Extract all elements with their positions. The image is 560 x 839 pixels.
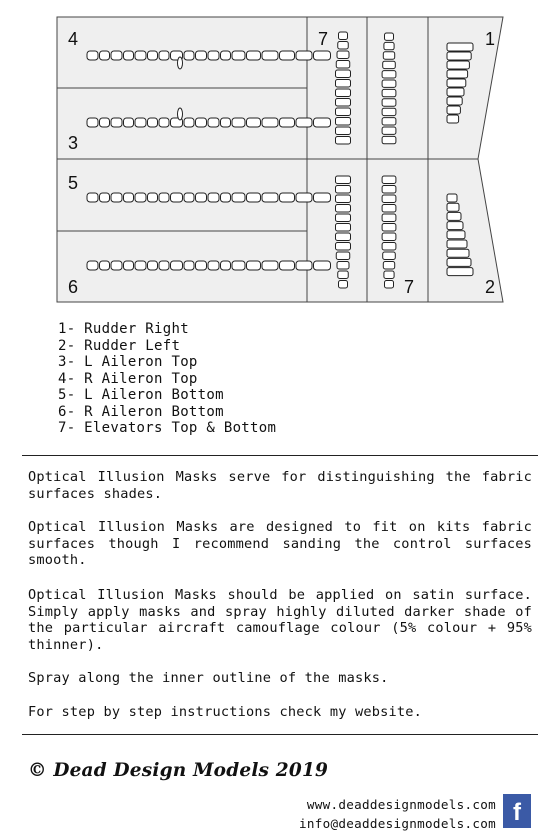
rudder-2-mask xyxy=(447,258,471,266)
aileron-5-mask xyxy=(100,193,110,202)
aileron-3-mask xyxy=(124,118,134,127)
legend-item: 7- Elevators Top & Bottom xyxy=(58,420,277,436)
elevator-top-left-mask xyxy=(336,118,351,126)
aileron-4-mask xyxy=(111,51,122,60)
elevator-bottom-right-mask xyxy=(382,224,396,232)
rudder-1-mask xyxy=(447,61,469,69)
mask-panels xyxy=(57,17,503,302)
aileron-5-mask xyxy=(111,193,122,202)
email-link[interactable]: info@deaddesignmodels.com xyxy=(298,816,496,831)
elevator-bottom-right-mask xyxy=(382,186,396,194)
aileron-6-mask xyxy=(124,261,134,270)
aileron-4-mask xyxy=(87,51,98,60)
rudder-1-mask xyxy=(447,106,460,114)
elevator-bottom-left-mask xyxy=(336,205,351,213)
aileron-5-mask xyxy=(208,193,219,202)
aileron-6-mask xyxy=(280,261,295,270)
elevator-top-right-mask xyxy=(382,89,396,96)
website-hint-paragraph: For step by step instructions check my website. xyxy=(28,704,423,720)
aileron-3-mask xyxy=(208,118,219,127)
aileron-4-mask xyxy=(296,51,312,60)
rudder-1-mask xyxy=(447,115,459,123)
elevator-top-right-mask xyxy=(385,33,394,40)
elevator-bottom-left-mask xyxy=(337,262,349,270)
aileron-4-mask xyxy=(221,51,231,60)
rudder-1-mask xyxy=(447,88,464,96)
legend-list xyxy=(58,321,276,437)
aileron-4-mask xyxy=(148,51,158,60)
rudder-2-mask xyxy=(447,222,463,230)
elevator-top-left-mask xyxy=(337,51,349,59)
elevator-top-left-mask xyxy=(336,89,351,97)
aileron-6-mask xyxy=(221,261,231,270)
aileron-4-mask xyxy=(232,51,245,60)
aileron-3-mask xyxy=(221,118,231,127)
legend-item: 2- Rudder Left xyxy=(58,337,181,354)
elevator-top-left-mask xyxy=(336,108,351,116)
elevator-top-right-mask xyxy=(382,118,396,125)
panel-number-label: 2 xyxy=(485,277,496,297)
legend-item: 5- L Aileron Bottom xyxy=(58,387,224,403)
elevator-bottom-right-mask xyxy=(384,271,394,279)
aileron-6-mask xyxy=(159,261,169,270)
aileron-5-mask xyxy=(159,193,169,202)
aileron-5-mask xyxy=(135,193,146,202)
aileron-3-mask xyxy=(232,118,245,127)
aileron-5-mask xyxy=(171,193,183,202)
elevator-top-left-mask xyxy=(338,42,349,50)
elevator-bottom-left-mask xyxy=(336,233,351,241)
rudder-2-mask xyxy=(447,203,459,211)
rudder-1-mask xyxy=(447,79,466,87)
elevator-top-right-mask xyxy=(382,127,396,134)
elevator-bottom-right-mask xyxy=(382,205,396,213)
copyright-signature: © Dead Design Models 2019 xyxy=(28,760,329,781)
aileron-5-mask xyxy=(184,193,194,202)
aileron-6-mask xyxy=(247,261,261,270)
aileron-6-mask xyxy=(87,261,98,270)
rudder-2-mask xyxy=(447,194,457,202)
aileron-5-mask xyxy=(221,193,231,202)
panel-number-label: 7 xyxy=(318,29,329,49)
aileron-3-mask xyxy=(87,118,98,127)
aileron-3-mask xyxy=(247,118,261,127)
elevator-bottom-right-mask xyxy=(382,243,396,251)
aileron-5-mask xyxy=(247,193,261,202)
elevator-bottom-left-mask xyxy=(336,176,351,184)
rudder-2-mask xyxy=(447,249,469,257)
elevator-top-left-mask xyxy=(336,127,351,135)
aileron-6-mask xyxy=(196,261,207,270)
elevator-bottom-left-mask xyxy=(336,186,351,194)
aileron-4-mask xyxy=(208,51,219,60)
aileron-6-mask xyxy=(100,261,110,270)
elevator-top-left-mask xyxy=(336,137,351,145)
elevator-top-right-mask xyxy=(383,52,394,59)
aileron-3-mask xyxy=(314,118,331,127)
aileron-3-mask xyxy=(148,118,158,127)
rudder-1-mask xyxy=(447,52,471,60)
aileron-6-mask xyxy=(171,261,183,270)
panel-number-label: 7 xyxy=(404,277,415,297)
aileron-3-tab xyxy=(178,108,183,120)
elevator-bottom-left-mask xyxy=(336,224,351,232)
elevator-top-left-mask xyxy=(336,99,351,107)
aileron-6-mask xyxy=(135,261,146,270)
website-link[interactable]: www.deaddesignmodels.com xyxy=(306,797,496,812)
aileron-3-mask xyxy=(280,118,295,127)
aileron-4-tab xyxy=(178,57,183,69)
aileron-5-mask xyxy=(262,193,278,202)
aileron-6-mask xyxy=(148,261,158,270)
legend-item: 4- R Aileron Top xyxy=(58,370,198,387)
aileron-6-mask xyxy=(232,261,245,270)
aileron-4-mask xyxy=(100,51,110,60)
elevator-top-right-mask xyxy=(382,136,396,143)
elevator-bottom-right-mask xyxy=(382,233,396,241)
elevator-bottom-right-mask xyxy=(382,176,396,184)
aileron-5-mask xyxy=(196,193,207,202)
aileron-5-mask xyxy=(124,193,134,202)
panel-number-label: 3 xyxy=(68,133,79,153)
aileron-5-mask xyxy=(232,193,245,202)
fit-paragraph: Optical Illusion Masks are designed to fit on kits fabric surfaces though I recommend sanding the control surfaces smooth. xyxy=(28,519,532,568)
elevator-bottom-left-mask xyxy=(336,243,351,251)
aileron-4-mask xyxy=(135,51,146,60)
aileron-3-mask xyxy=(135,118,146,127)
aileron-6-mask xyxy=(111,261,122,270)
elevator-top-left-mask xyxy=(339,32,348,40)
elevator-bottom-right-mask xyxy=(382,214,396,222)
aileron-4-mask xyxy=(247,51,261,60)
spray-paragraph: Spray along the inner outline of the masks. xyxy=(28,670,389,686)
elevator-bottom-right-mask xyxy=(383,262,394,270)
elevator-top-right-mask xyxy=(384,42,394,49)
aileron-4-mask xyxy=(314,51,331,60)
aileron-3-mask xyxy=(100,118,110,127)
elevator-top-right-mask xyxy=(382,71,396,78)
aileron-3-mask xyxy=(296,118,312,127)
aileron-4-mask xyxy=(280,51,295,60)
aileron-5-mask xyxy=(280,193,295,202)
rudder-2-mask xyxy=(447,268,473,276)
aileron-4-mask xyxy=(159,51,169,60)
aileron-6-mask xyxy=(314,261,331,270)
panel-number-label: 6 xyxy=(68,277,79,297)
elevator-top-right-mask xyxy=(383,61,396,68)
elevator-bottom-left-mask xyxy=(339,281,348,289)
rudder-2-mask xyxy=(447,240,467,248)
elevator-bottom-left-mask xyxy=(336,195,351,203)
aileron-6-mask xyxy=(208,261,219,270)
elevator-top-right-mask xyxy=(382,108,396,115)
aileron-3-mask xyxy=(262,118,278,127)
top-divider xyxy=(22,455,538,456)
legend-item: 3- L Aileron Top xyxy=(58,354,198,370)
legend-item: 6- R Aileron Bottom xyxy=(58,403,224,420)
elevator-bottom-right-mask xyxy=(385,281,394,289)
intro-paragraph: Optical Illusion Masks serve for distinguishing the fabric surfaces shades. xyxy=(28,469,532,502)
elevator-top-left-mask xyxy=(336,80,351,88)
application-paragraph: Optical Illusion Masks should be applied on satin surface. Simply apply masks and spray highly diluted darker shade of the particular aircraft camouflage colour (5% colour + 95% thinner). xyxy=(28,587,532,653)
aileron-3-mask xyxy=(111,118,122,127)
aileron-6-mask xyxy=(296,261,312,270)
panel-number-label: 5 xyxy=(68,173,79,193)
rudder-1-mask xyxy=(447,70,468,78)
aileron-5-mask xyxy=(314,193,331,202)
aileron-3-mask xyxy=(159,118,169,127)
elevator-bottom-right-mask xyxy=(382,195,396,203)
rudder-1-mask xyxy=(447,43,473,51)
elevator-top-right-mask xyxy=(382,99,396,106)
aileron-5-mask xyxy=(296,193,312,202)
aileron-4-mask xyxy=(196,51,207,60)
elevator-top-left-mask xyxy=(336,61,350,69)
panel-number-label: 1 xyxy=(485,29,496,49)
aileron-3-mask xyxy=(184,118,194,127)
aileron-4-mask xyxy=(124,51,134,60)
aileron-6-mask xyxy=(184,261,194,270)
facebook-icon[interactable]: f xyxy=(503,794,531,828)
mask-sheet-diagram xyxy=(0,0,560,310)
elevator-bottom-right-mask xyxy=(383,252,396,260)
rudder-2-mask xyxy=(447,231,465,239)
bottom-divider xyxy=(22,734,538,735)
aileron-5-mask xyxy=(148,193,158,202)
rudder-2-mask xyxy=(447,212,461,220)
aileron-6-mask xyxy=(262,261,278,270)
panel-7-top-right xyxy=(367,17,428,159)
elevator-top-right-mask xyxy=(382,80,396,87)
aileron-4-mask xyxy=(184,51,194,60)
legend-item: 1- Rudder Right xyxy=(58,321,189,337)
elevator-top-left-mask xyxy=(336,70,351,78)
panel-number-label: 4 xyxy=(68,29,79,49)
rudder-1-mask xyxy=(447,97,462,105)
aileron-4-mask xyxy=(262,51,278,60)
elevator-bottom-left-mask xyxy=(336,214,351,222)
elevator-bottom-left-mask xyxy=(336,252,350,260)
aileron-5-mask xyxy=(87,193,98,202)
elevator-bottom-left-mask xyxy=(338,271,349,279)
aileron-3-mask xyxy=(196,118,207,127)
panel-7-bottom-right xyxy=(367,159,428,302)
